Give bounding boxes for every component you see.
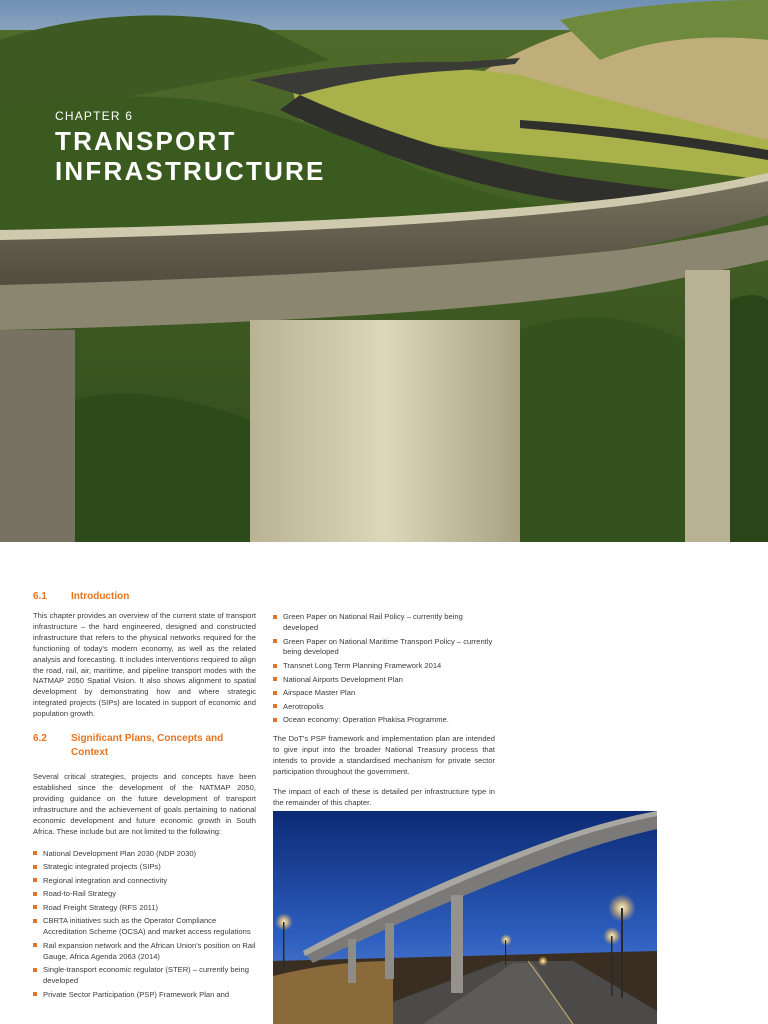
- bullet-square-icon: [33, 865, 37, 869]
- bullet-square-icon: [33, 878, 37, 882]
- list-item: Single-transport economic regulator (STER) – currently being developed: [33, 965, 256, 987]
- left-column: [33, 590, 256, 1004]
- section-6-1-heading: [33, 590, 256, 604]
- bullet-square-icon: [273, 677, 277, 681]
- bullet-square-icon: [33, 892, 37, 896]
- list-item: Ocean economy: Operation Phakisa Programme.: [273, 715, 495, 726]
- bullet-square-icon: [273, 704, 277, 708]
- list-item: CBRTA initiatives such as the Operator Compliance Accreditation Scheme (OCSA) and market access regulations: [33, 916, 256, 938]
- night-freeway-photo: [273, 811, 657, 1024]
- plans-paragraph: Several critical strategies, projects and concepts have been established since the development of the NATMAP 2050, providing guidance on the future development of transport infrastructure and the achievement of goals pertaining to national economic development and future economic growth in South Africa. These include but are not limited to the following:: [33, 772, 256, 836]
- bullet-square-icon: [273, 691, 277, 695]
- intro-paragraph: This chapter provides an overview of the current state of transport infrastructure – the hard engineered, designed and constructed infrastructure that refers to the physical networks required for the functioning of today's modern economy, as well as the related analysis and forecasting. It includes interventions required to align the road, rail, air, maritime, and pipeline transport modes with the NATMAP 2050 Spatial Vision. It also shows alignment to spatial development by demonstrating how and where strategic integrated projects (SIPs) are located in support of economic and population growth.: [33, 611, 256, 719]
- bullet-square-icon: [33, 992, 37, 996]
- bullet-square-icon: [33, 919, 37, 923]
- bullet-square-icon: [33, 851, 37, 855]
- section-title: Significant Plans, Concepts and Context: [71, 733, 224, 759]
- list-item: Airspace Master Plan: [273, 688, 495, 699]
- chapter-title-line2: INFRASTRUCTURE: [55, 156, 326, 186]
- section-number: 6.2: [33, 733, 47, 745]
- bullet-square-icon: [273, 664, 277, 668]
- bullet-square-icon: [273, 718, 277, 722]
- list-item: Aerotropolis: [273, 702, 495, 713]
- list-item: Green Paper on National Rail Policy – currently being developed: [273, 612, 495, 634]
- chapter-title-line1: TRANSPORT: [55, 126, 237, 156]
- list-item: Green Paper on National Maritime Transport Policy – currently being developed: [273, 637, 495, 659]
- impact-paragraph: The impact of each of these is detailed per infrastructure type in the remainder of this chapter.: [273, 786, 495, 807]
- section-title: Introduction: [71, 591, 130, 602]
- section-number: 6.1: [33, 591, 47, 602]
- bullet-square-icon: [33, 943, 37, 947]
- list-item: National Airports Development Plan: [273, 675, 495, 686]
- psp-paragraph: The DoT's PSP framework and implementation plan are intended to give input into the broader National Treasury process that intends to provide a standardised mechanism for private sector participation throughout the government.: [273, 734, 495, 776]
- interchange-image: [273, 811, 657, 1024]
- list-item: Transnet Long Term Planning Framework 2014: [273, 661, 495, 672]
- list-item: Road-to-Rail Strategy: [33, 889, 256, 900]
- right-column: [273, 612, 495, 809]
- list-item: Private Sector Participation (PSP) Framework Plan and: [33, 990, 256, 1001]
- list-item: National Development Plan 2030 (NDP 2030): [33, 849, 256, 860]
- chapter-title: [55, 126, 326, 186]
- bullet-square-icon: [273, 615, 277, 619]
- bullet-square-icon: [33, 968, 37, 972]
- list-item: Strategic integrated projects (SIPs): [33, 862, 256, 873]
- chapter-label: CHAPTER 6: [55, 109, 134, 123]
- list-item: Regional integration and connectivity: [33, 876, 256, 887]
- bullet-square-icon: [33, 905, 37, 909]
- plans-bullet-list: [33, 849, 256, 1001]
- section-6-2-heading: [33, 732, 256, 760]
- list-item: Rail expansion network and the African Union's position on Rail Gauge, Africa Agenda 2063 (2014): [33, 941, 256, 963]
- list-item: Road Freight Strategy (RFS 2011): [33, 903, 256, 914]
- policy-bullet-list: [273, 612, 495, 726]
- bullet-square-icon: [273, 639, 277, 643]
